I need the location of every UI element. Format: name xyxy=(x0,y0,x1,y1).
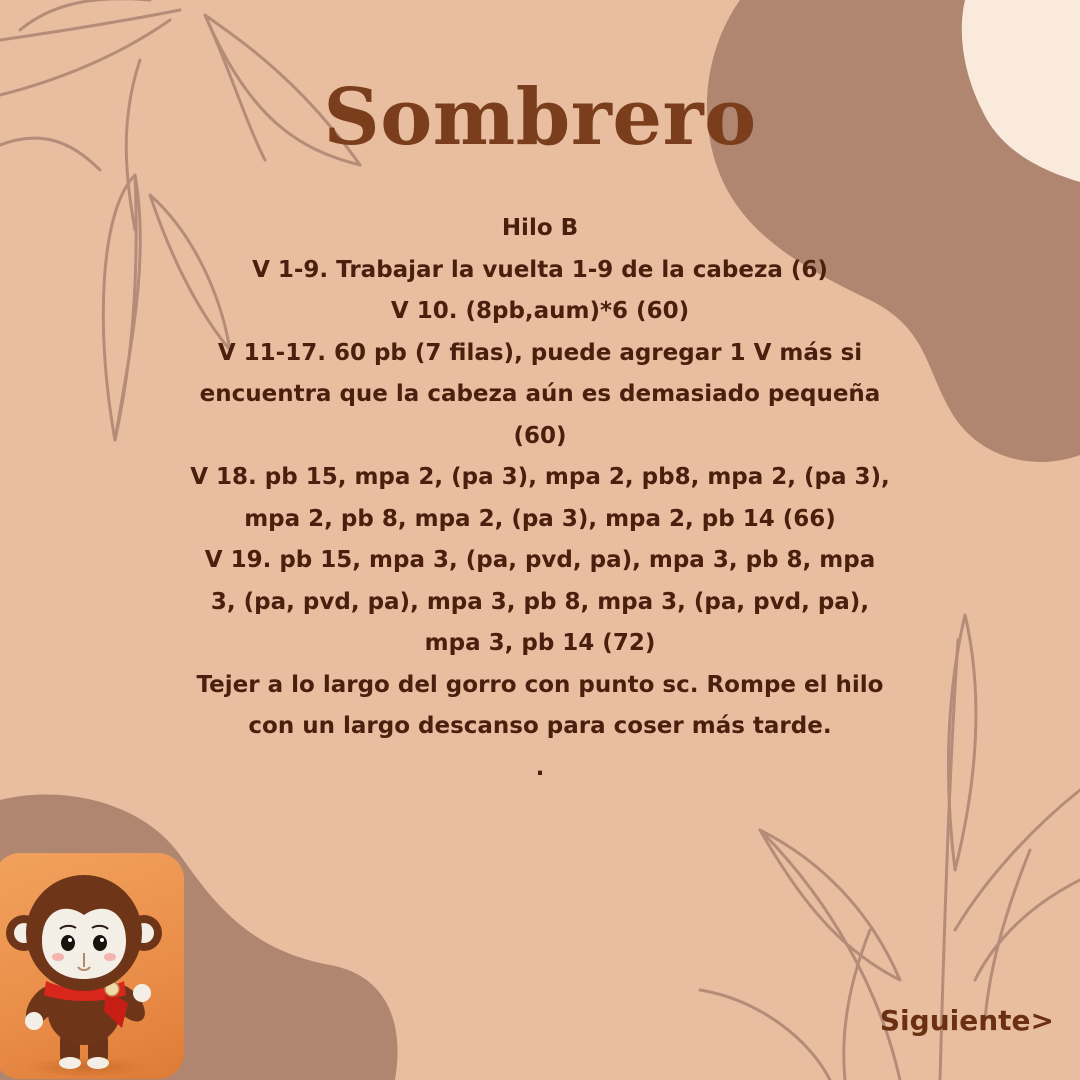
instruction-line: V 10. (8pb,aum)*6 (60) xyxy=(390,298,690,324)
monkey-amigurumi-photo xyxy=(0,853,184,1079)
monkey-illustration xyxy=(0,853,184,1079)
instruction-line: Tejer a lo largo del gorro con punto sc. Rompe el hilo con un largo descanso para coser más tarde. xyxy=(196,671,884,739)
instruction-line: V 18. pb 15, mpa 2, (pa 3), mpa 2, pb8, mpa 2, (pa 3), mpa 2, pb 8, mpa 2, (pa 3), mpa 2, pb 14 (66) xyxy=(190,464,890,532)
next-button[interactable]: Siguiente> xyxy=(879,1004,1054,1037)
pattern-instructions xyxy=(190,208,890,789)
instruction-line: Hilo B xyxy=(501,215,579,241)
instruction-line: V 11-17. 60 pb (7 filas), puede agregar 1 V más si encuentra que la cabeza aún es demasiado pequeña (60) xyxy=(199,339,881,449)
instruction-line: V 1-9. Trabajar la vuelta 1-9 de la cabeza (6) xyxy=(252,256,828,283)
instruction-line: . xyxy=(535,754,545,781)
page-title: Sombrero xyxy=(323,72,757,163)
instruction-line: V 19. pb 15, mpa 3, (pa, pvd, pa), mpa 3, pb 8, mpa 3, (pa, pvd, pa), mpa 3, pb 8, mpa 3, (pa, pvd, pa), mpa 3, pb 14 (72) xyxy=(204,547,876,656)
